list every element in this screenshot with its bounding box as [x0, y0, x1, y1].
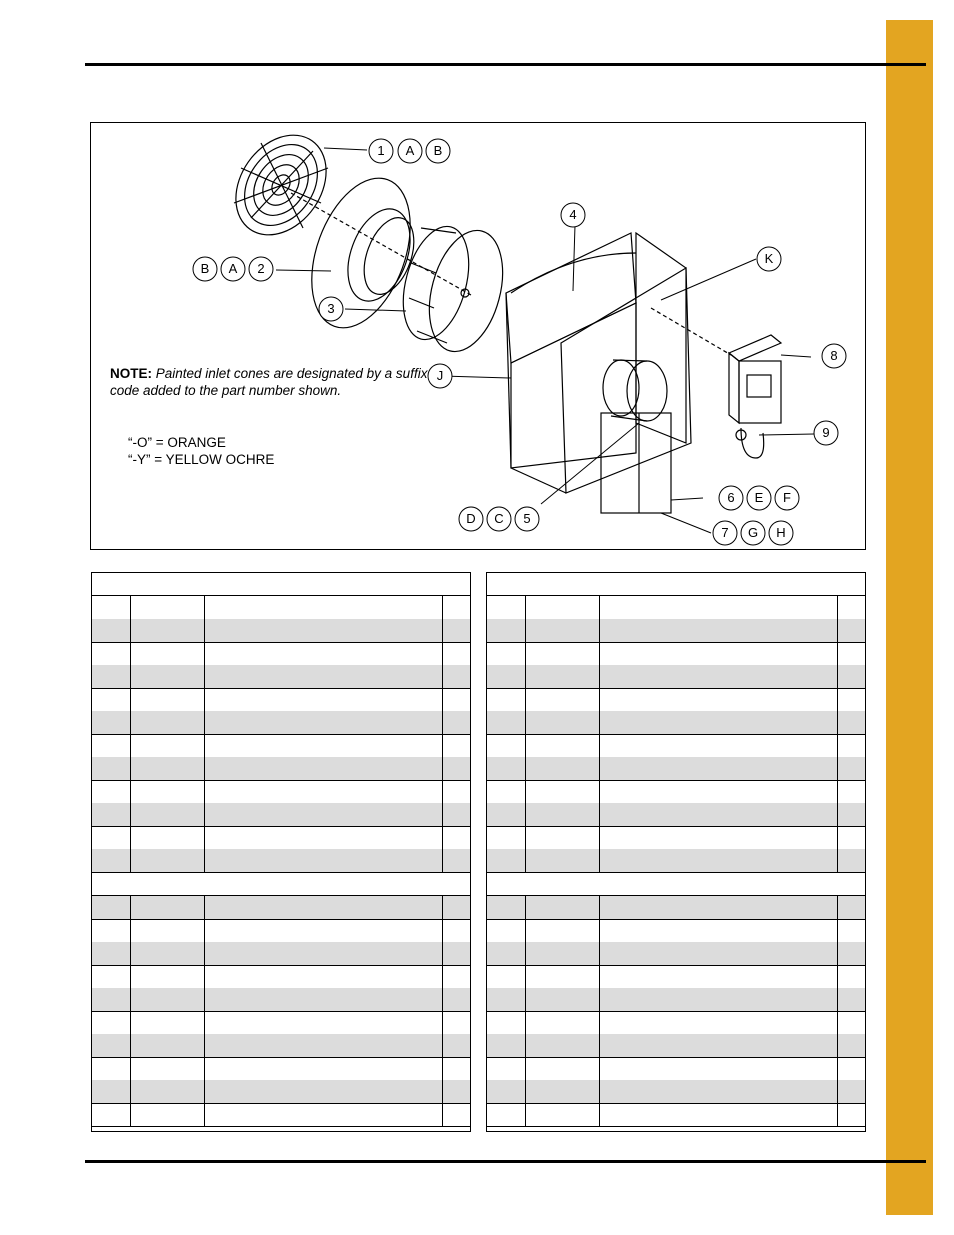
note-label: NOTE:: [110, 366, 152, 381]
table-cell: [487, 803, 838, 826]
table-row: [92, 1034, 470, 1057]
table-cell: [487, 665, 838, 688]
housing-drawing: [506, 233, 691, 493]
parts-table-right: [486, 572, 866, 1132]
table-row: [487, 688, 865, 711]
svg-text:B: B: [200, 261, 210, 276]
table-cell: [487, 849, 838, 872]
svg-text:D: D: [466, 511, 476, 526]
table-cell: [92, 734, 443, 757]
table-row: [487, 596, 865, 619]
control-box-drawing: [729, 335, 781, 423]
table-cell: [487, 596, 838, 619]
table-row: [487, 849, 865, 872]
table-row: [487, 919, 865, 942]
callout-H: [769, 521, 793, 545]
callout-A-2: [221, 257, 245, 281]
callout-6: [719, 486, 743, 510]
callout-9: [814, 421, 838, 445]
table-row: [92, 988, 470, 1011]
table-row: [92, 826, 470, 849]
table-cell: [487, 988, 838, 1011]
table-row: [92, 965, 470, 988]
table-cell: [487, 1103, 838, 1126]
table-row: [487, 1011, 865, 1034]
parts-diagram: [90, 122, 866, 550]
table-cell: [487, 619, 838, 642]
svg-text:1: 1: [377, 143, 385, 158]
table-row: [92, 665, 470, 688]
table-cell: [92, 988, 443, 1011]
table-row: [487, 780, 865, 803]
svg-text:G: G: [747, 525, 759, 540]
table-row: [487, 619, 865, 642]
svg-text:A: A: [405, 143, 415, 158]
svg-text:7: 7: [721, 525, 729, 540]
table-row: [92, 849, 470, 872]
table-cell: [487, 780, 838, 803]
svg-text:4: 4: [569, 207, 577, 222]
table-row: [92, 711, 470, 734]
header-rule: [85, 63, 926, 66]
table-cell: [487, 757, 838, 780]
table-row: [487, 988, 865, 1011]
table-row: [92, 803, 470, 826]
note-text: Painted inlet cones are designated by a suffix code added to the part number shown.: [110, 366, 428, 398]
table-cell: [487, 1034, 838, 1057]
callout-B: [426, 139, 450, 163]
table-row: [487, 734, 865, 757]
exploded-view-drawing: [91, 123, 867, 551]
table-row: [92, 780, 470, 803]
table-row: [487, 1080, 865, 1103]
table-cell: [92, 780, 443, 803]
svg-text:E: E: [754, 490, 764, 505]
table-row: [92, 1057, 470, 1080]
side-tab: [886, 20, 933, 1215]
table-row: [487, 965, 865, 988]
table-row: [92, 942, 470, 965]
table-row: [487, 896, 865, 919]
callout-4: [561, 203, 585, 227]
svg-text:F: F: [783, 490, 791, 505]
svg-text:C: C: [494, 511, 504, 526]
callout-2: [249, 257, 273, 281]
table-cell: [92, 1034, 443, 1057]
callout-3: [319, 297, 343, 321]
table-cell: [92, 826, 443, 849]
table-cell: [487, 942, 838, 965]
table-row: [92, 596, 470, 619]
table-cell: [92, 965, 443, 988]
table-row: [92, 757, 470, 780]
table-cell: [487, 642, 838, 665]
table-cell: [92, 619, 443, 642]
table-row: [92, 919, 470, 942]
color-codes: [128, 434, 274, 468]
table-row: [487, 665, 865, 688]
table-cell: [92, 688, 443, 711]
table-cell: [92, 757, 443, 780]
svg-text:H: H: [776, 525, 786, 540]
table-cell: [487, 1057, 838, 1080]
svg-text:5: 5: [523, 511, 531, 526]
callout-A: [398, 139, 422, 163]
table-rule: [92, 872, 470, 873]
color-code-yellow-ochre: “-Y” = YELLOW OCHRE: [128, 452, 275, 467]
svg-text:9: 9: [822, 425, 830, 440]
table-row: [487, 757, 865, 780]
table-row: [92, 1011, 470, 1034]
table-row: [487, 803, 865, 826]
callout-E: [747, 486, 771, 510]
table-row: [92, 734, 470, 757]
svg-text:8: 8: [830, 348, 838, 363]
footer-rule: [85, 1160, 926, 1163]
callout-B-2: [193, 257, 217, 281]
table-cell: [487, 896, 838, 919]
table-cell: [92, 642, 443, 665]
table-cell: [92, 596, 443, 619]
callout-G: [741, 521, 765, 545]
table-row: [92, 896, 470, 919]
fan-guard-drawing: [217, 123, 344, 252]
table-row: [92, 642, 470, 665]
table-row: [487, 1057, 865, 1080]
table-cell: [92, 942, 443, 965]
table-cell: [92, 711, 443, 734]
svg-text:J: J: [436, 368, 444, 383]
table-cell: [92, 1103, 443, 1126]
svg-text:A: A: [228, 261, 238, 276]
table-row: [487, 826, 865, 849]
table-rule: [487, 872, 865, 873]
table-cell: [92, 896, 443, 919]
svg-text:6: 6: [727, 490, 735, 505]
table-row: [92, 688, 470, 711]
callout-D: [459, 507, 483, 531]
table-row: [487, 1034, 865, 1057]
table-cell: [487, 688, 838, 711]
callout-J: [428, 364, 452, 388]
callout-F: [775, 486, 799, 510]
table-row: [92, 1103, 470, 1126]
callout-K: [757, 247, 781, 271]
svg-text:K: K: [764, 251, 774, 266]
color-code-orange: “-O” = ORANGE: [128, 435, 226, 450]
table-cell: [487, 711, 838, 734]
table-cell: [487, 965, 838, 988]
table-cell: [92, 849, 443, 872]
callout-1: [369, 139, 393, 163]
table-row: [487, 642, 865, 665]
table-cell: [92, 1080, 443, 1103]
svg-text:B: B: [433, 143, 443, 158]
callout-5: [515, 507, 539, 531]
table-cell: [92, 1057, 443, 1080]
table-cell: [92, 803, 443, 826]
table-row: [92, 1080, 470, 1103]
table-cell: [487, 734, 838, 757]
table-cell: [487, 826, 838, 849]
table-row: [92, 619, 470, 642]
callout-8: [822, 344, 846, 368]
table-cell: [92, 1011, 443, 1034]
table-cell: [487, 1011, 838, 1034]
table-rule: [92, 1126, 470, 1127]
table-cell: [487, 1080, 838, 1103]
svg-text:2: 2: [257, 261, 265, 276]
cable-drawing: [736, 428, 764, 458]
callout-C: [487, 507, 511, 531]
table-row: [487, 711, 865, 734]
table-cell: [487, 919, 838, 942]
table-cell: [92, 919, 443, 942]
svg-text:3: 3: [327, 301, 335, 316]
table-cell: [92, 665, 443, 688]
paint-note: [110, 365, 430, 399]
callout-7: [713, 521, 737, 545]
table-row: [487, 1103, 865, 1126]
table-row: [487, 942, 865, 965]
parts-table-left: [91, 572, 471, 1132]
table-rule: [487, 1126, 865, 1127]
